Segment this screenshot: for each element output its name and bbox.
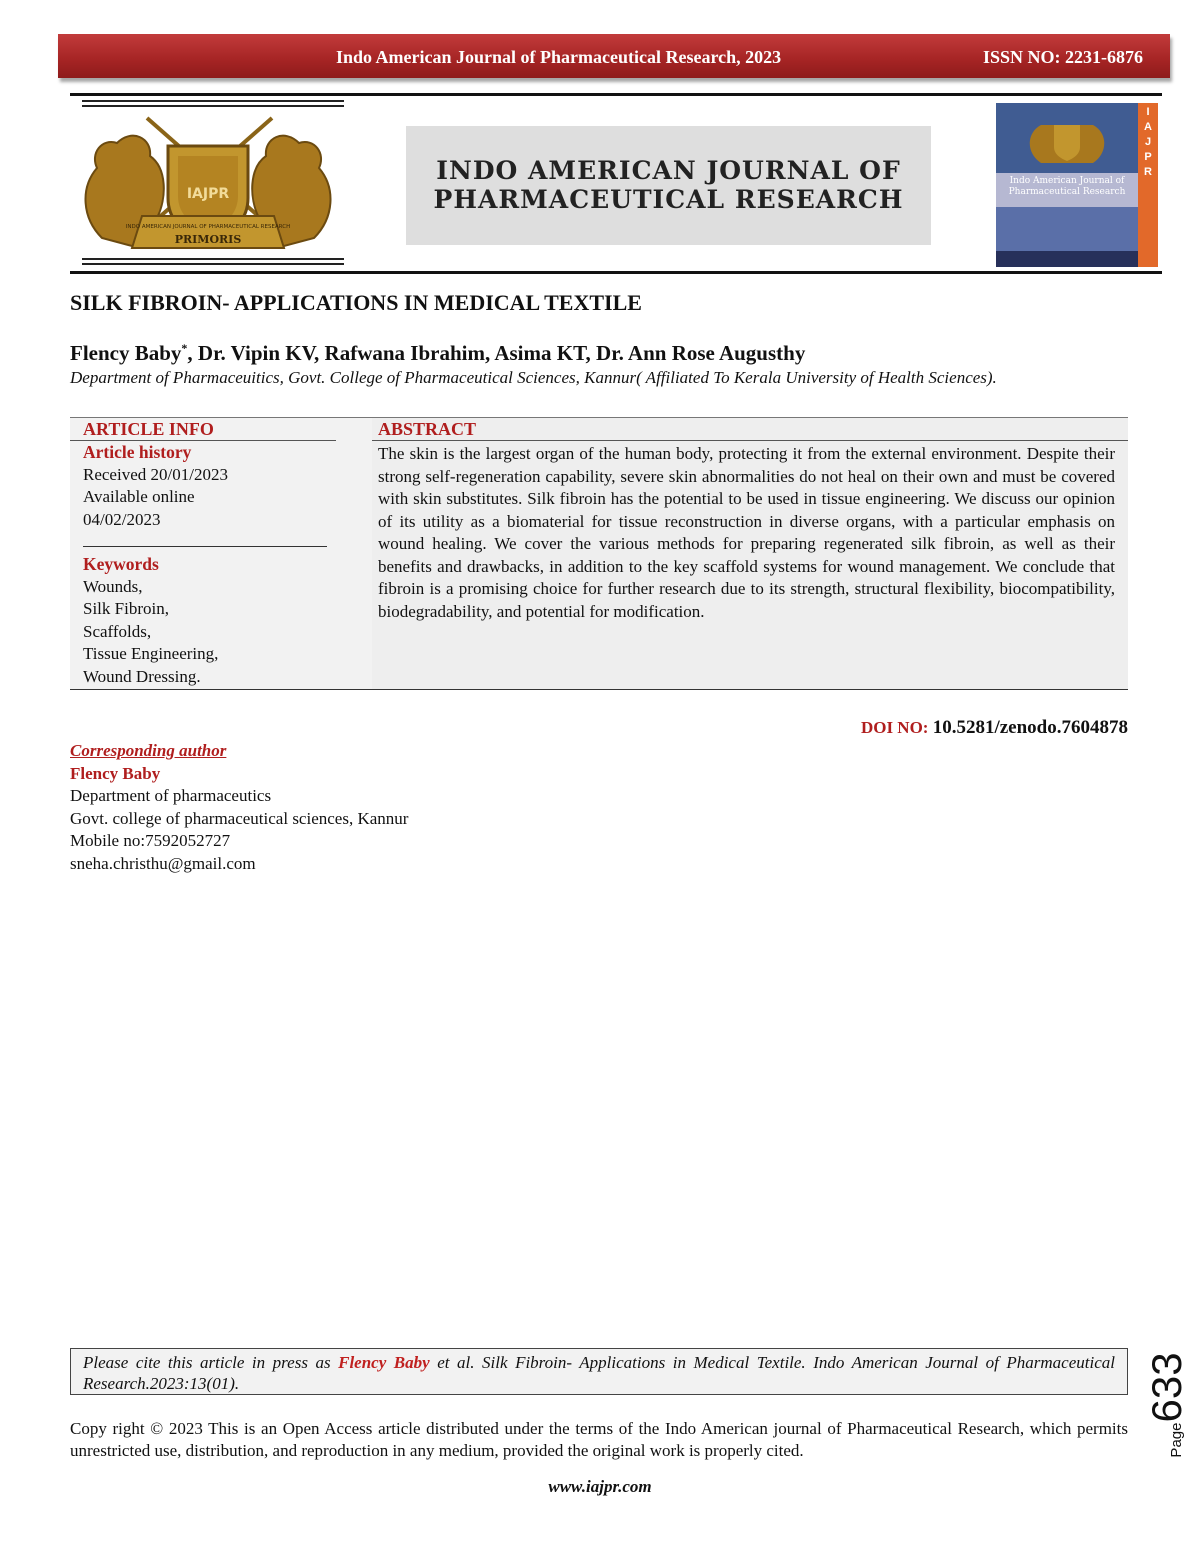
page-number (1144, 1340, 1190, 1470)
keywords-heading: Keywords (83, 554, 159, 574)
copyright-notice: Copy right © 2023 This is an Open Access article distributed under the terms of the Indo American journal of Pharmaceutical Research, which permits unrestricted use, distribution, and reproduction in any medium, provided the original work is properly cited. (70, 1419, 1128, 1460)
article-info-box (70, 417, 1128, 690)
top-rule (70, 93, 1162, 96)
crest-icon (72, 98, 344, 268)
article-title: SILK FIBROIN- APPLICATIONS IN MEDICAL TEXTILE (70, 290, 642, 315)
journal-crest-logo (72, 98, 344, 268)
corresponding-email[interactable]: sneha.christhu@gmail.com (70, 853, 256, 873)
keyword-item: Wound Dressing. (83, 666, 201, 686)
citation-box (70, 1348, 1128, 1395)
abstract-heading: ABSTRACT (372, 418, 1128, 441)
journal-name-year: Indo American Journal of Pharmaceutical Research, 2023 (336, 47, 782, 67)
journal-cover-thumbnail (996, 103, 1158, 267)
citation-prefix: Please cite this article in press as (83, 1353, 339, 1372)
issn-number: ISSN NO: 2231-6876 (982, 47, 1143, 67)
corresponding-author-block (70, 740, 408, 875)
keyword-item: Tissue Engineering, (83, 644, 219, 663)
other-authors: , Dr. Vipin KV, Rafwana Ibrahim, Asima KT, Dr. Ann Rose Augusthy (187, 341, 806, 365)
journal-header-bar (58, 34, 1170, 78)
svg-text:PRIMORIS: PRIMORIS (174, 233, 242, 246)
citation-author: Flency Baby (338, 1353, 430, 1372)
corresponding-college: Govt. college of pharmaceutical sciences, Kannur (70, 808, 409, 828)
cover-image-band (996, 207, 1138, 251)
article-info-column (70, 418, 338, 689)
received-date: Received 20/01/2023 (83, 464, 228, 484)
citation-suffix: et al. Silk Fibroin- Applications in Medical Textile. Indo American Journal of Pharmaceutical Research.2023:13(01). (83, 1353, 1115, 1393)
journal-title-banner (406, 126, 931, 245)
info-divider (83, 546, 327, 547)
corresponding-author-heading: Corresponding author (70, 741, 227, 760)
svg-text:IAJPR: IAJPR (186, 186, 230, 202)
corresponding-author-name: Flency Baby (70, 763, 161, 783)
cover-footer-band (996, 251, 1138, 267)
abstract-column (372, 418, 1128, 689)
corresponding-department: Department of pharmaceutics (70, 786, 272, 805)
masthead-bottom-rule (70, 271, 1162, 274)
page-number-value: 633 (1143, 1352, 1190, 1423)
abstract-text: The skin is the largest organ of the human body, protecting it from the external environment. Despite their strong self-regeneration capability, severe skin abnormalities do not heal on their own and must be covered with skin substitutes. Silk fibroin has the potential to be used in tissue engineering. We discuss our opinion of its utility as a biomaterial for tissue reconstruction in diverse organs, with a particular emphasis on wound healing. We cover the various methods for preparing regenerated silk fibroin, as well as their benefits and drawbacks, in addition to the key scaffold systems for wound management. We conclude that fibroin is a promising choice for further research due to its strength, structural flexibility, biocompatibility, biodegradability, and potential for modification. (378, 444, 1115, 621)
author-affiliation: Department of Pharmaceuitics, Govt. College of Pharmaceutical Sciences, Kannur( Affiliated To Kerala University of Health Sciences). (70, 368, 997, 387)
available-online-label: Available online (83, 487, 195, 506)
svg-text:INDO AMERICAN JOURNAL OF PHARM: INDO AMERICAN JOURNAL OF PHARMACEUTICAL RESEARCH (125, 224, 291, 230)
first-author: Flency Baby (70, 341, 182, 365)
keyword-item: Wounds, (83, 576, 143, 596)
available-online-date: 04/02/2023 (83, 509, 161, 529)
journal-website[interactable]: www.iajpr.com (548, 1477, 652, 1496)
keyword-item: Scaffolds, (83, 621, 152, 641)
corresponding-mark: * (181, 341, 188, 355)
article-info-heading: ARTICLE INFO (70, 418, 336, 441)
doi-value[interactable]: 10.5281/zenodo.7604878 (932, 717, 1128, 738)
banner-line-2: PHARMACEUTICAL RESEARCH (433, 184, 904, 214)
cover-side-letters: IAJPR (1138, 103, 1158, 267)
article-history-heading: Article history (83, 442, 192, 462)
keyword-item: Silk Fibroin, (83, 599, 169, 618)
cover-title-band: Indo American Journal of Pharmaceutical Research (996, 173, 1138, 207)
page-word: Page (1168, 1422, 1185, 1458)
author-list (70, 341, 805, 366)
corresponding-mobile: Mobile no:7592052727 (70, 831, 231, 850)
banner-line-1: INDO AMERICAN JOURNAL OF (436, 155, 901, 185)
doi-label: DOI NO: (860, 718, 929, 737)
cover-crest-icon (996, 103, 1138, 173)
doi-line (861, 717, 1128, 739)
